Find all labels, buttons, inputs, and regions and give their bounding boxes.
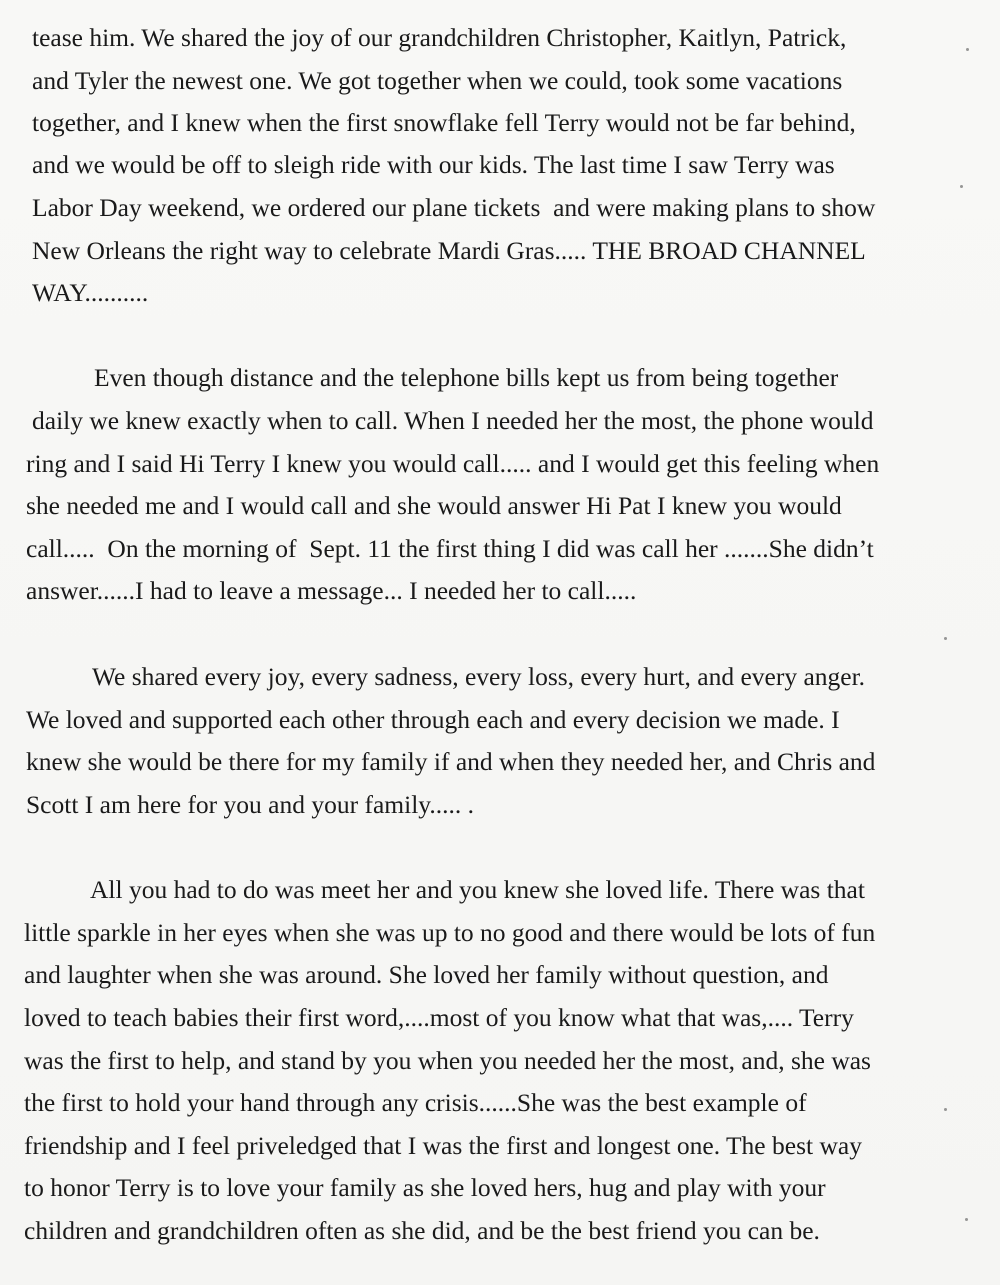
text-line: loved to teach babies their first word,....most of you know what that was,.... Terry xyxy=(24,1003,854,1032)
scan-speck xyxy=(944,1108,947,1111)
text-line: to honor Terry is to love your family as she loved hers, hug and play with your xyxy=(24,1173,826,1202)
text-line: the first to hold your hand through any crisis......She was the best example of xyxy=(24,1088,807,1117)
text-line: knew she would be there for my family if and when they needed her, and Chris and xyxy=(26,747,876,776)
text-line: tease him. We shared the joy of our grandchildren Christopher, Kaitlyn, Patrick, xyxy=(32,23,847,52)
text-line: children and grandchildren often as she did, and be the best friend you can be. xyxy=(24,1216,820,1245)
text-line: she needed me and I would call and she would answer Hi Pat I knew you would xyxy=(26,491,842,520)
scan-speck xyxy=(966,48,969,51)
text-line: and laughter when she was around. She loved her family without question, and xyxy=(24,960,829,989)
scan-speck xyxy=(960,185,963,188)
text-line: was the first to help, and stand by you when you needed her the most, and, she was xyxy=(24,1046,871,1075)
text-line: WAY.......... xyxy=(32,278,149,307)
text-line: together, and I knew when the first snowflake fell Terry would not be far behind, xyxy=(32,108,856,137)
text-line: We loved and supported each other through each and every decision we made. I xyxy=(26,705,840,734)
text-line: All you had to do was meet her and you knew she loved life. There was that xyxy=(90,875,865,904)
text-line: We shared every joy, every sadness, every loss, every hurt, and every anger. xyxy=(92,662,866,691)
text-line: and we would be off to sleigh ride with our kids. The last time I saw Terry was xyxy=(32,150,835,179)
scan-speck xyxy=(965,1218,968,1221)
text-line: and Tyler the newest one. We got together when we could, took some vacations xyxy=(32,66,843,95)
scan-speck xyxy=(944,637,947,640)
text-line: New Orleans the right way to celebrate Mardi Gras..... THE BROAD CHANNEL xyxy=(32,236,866,265)
text-line: ring and I said Hi Terry I knew you would call..... and I would get this feeling when xyxy=(26,449,880,478)
text-line: little sparkle in her eyes when she was up to no good and there would be lots of fun xyxy=(24,918,876,947)
text-line: Even though distance and the telephone bills kept us from being together xyxy=(94,363,839,392)
text-line: call..... On the morning of Sept. 11 the first thing I did was call her .......She didn’t xyxy=(26,534,874,563)
text-line: Labor Day weekend, we ordered our plane tickets and were making plans to show xyxy=(32,193,876,222)
text-line: daily we knew exactly when to call. When I needed her the most, the phone would xyxy=(32,406,874,435)
text-line: answer......I had to leave a message... I needed her to call..... xyxy=(26,576,637,605)
text-line: friendship and I feel priveledged that I was the first and longest one. The best way xyxy=(24,1131,862,1160)
text-line: Scott I am here for you and your family..... . xyxy=(26,790,475,819)
